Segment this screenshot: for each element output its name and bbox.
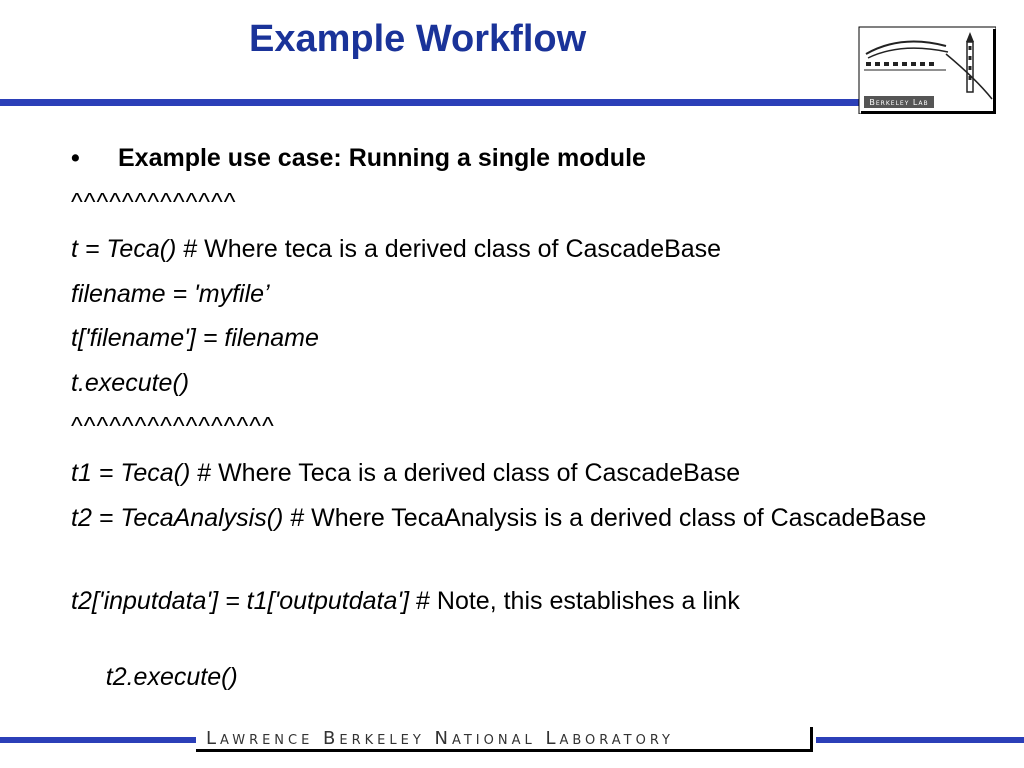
code-line-5 <box>71 458 740 489</box>
slide-title: Example Workflow <box>249 18 587 60</box>
footer-rule-left <box>0 737 196 743</box>
code-line-7-code: t2['inputdata'] = t1['outputdata'] <box>71 587 410 615</box>
berkeley-lab-logo-icon <box>856 24 996 114</box>
code-line-1-code: t = Teca() <box>71 235 177 263</box>
code-line-8 <box>71 631 238 725</box>
code-line-4-code: t.execute() <box>71 369 190 397</box>
code-line-7-comment: # Note, this establishes a link <box>409 587 740 615</box>
code-line-7 <box>71 586 740 617</box>
bullet-heading-row <box>71 143 646 174</box>
code-line-2 <box>71 279 270 310</box>
code-line-1-comment: # Where teca is a derived class of CascadeBase <box>176 235 722 263</box>
code-line-5-code: t1 = Teca() <box>71 459 191 487</box>
bullet-heading: Example use case: Running a single module <box>118 144 646 172</box>
footer-text: Lawrence Berkeley National Laboratory <box>206 728 674 749</box>
code-line-4 <box>71 368 189 399</box>
logo-label: Berkeley Lab <box>869 98 929 107</box>
code-line-8-code: t2.execute() <box>98 663 238 692</box>
code-line-6 <box>71 503 931 534</box>
code-line-1 <box>71 234 721 265</box>
berkeley-lab-logo <box>856 24 996 114</box>
code-line-3 <box>71 323 319 354</box>
code-line-3-code: t['filename'] = filename <box>71 324 319 352</box>
bullet-marker: • <box>71 144 80 172</box>
footer <box>0 725 1024 755</box>
code-line-2-code: filename = 'myfile’ <box>71 280 270 308</box>
footer-rule-right <box>816 737 1024 743</box>
title-divider <box>0 99 860 106</box>
code-line-5-comment: # Where Teca is a derived class of CascadeBase <box>190 459 741 487</box>
separator-2: ^^^^^^^^^^^^^^^^ <box>71 412 275 440</box>
footer-label-box <box>196 727 813 752</box>
separator-1: ^^^^^^^^^^^^^ <box>71 188 237 216</box>
code-line-6-comment: # Where TecaAnalysis is a derived class of CascadeBase <box>283 504 927 532</box>
code-line-6-code: t2 = TecaAnalysis() <box>71 504 284 532</box>
